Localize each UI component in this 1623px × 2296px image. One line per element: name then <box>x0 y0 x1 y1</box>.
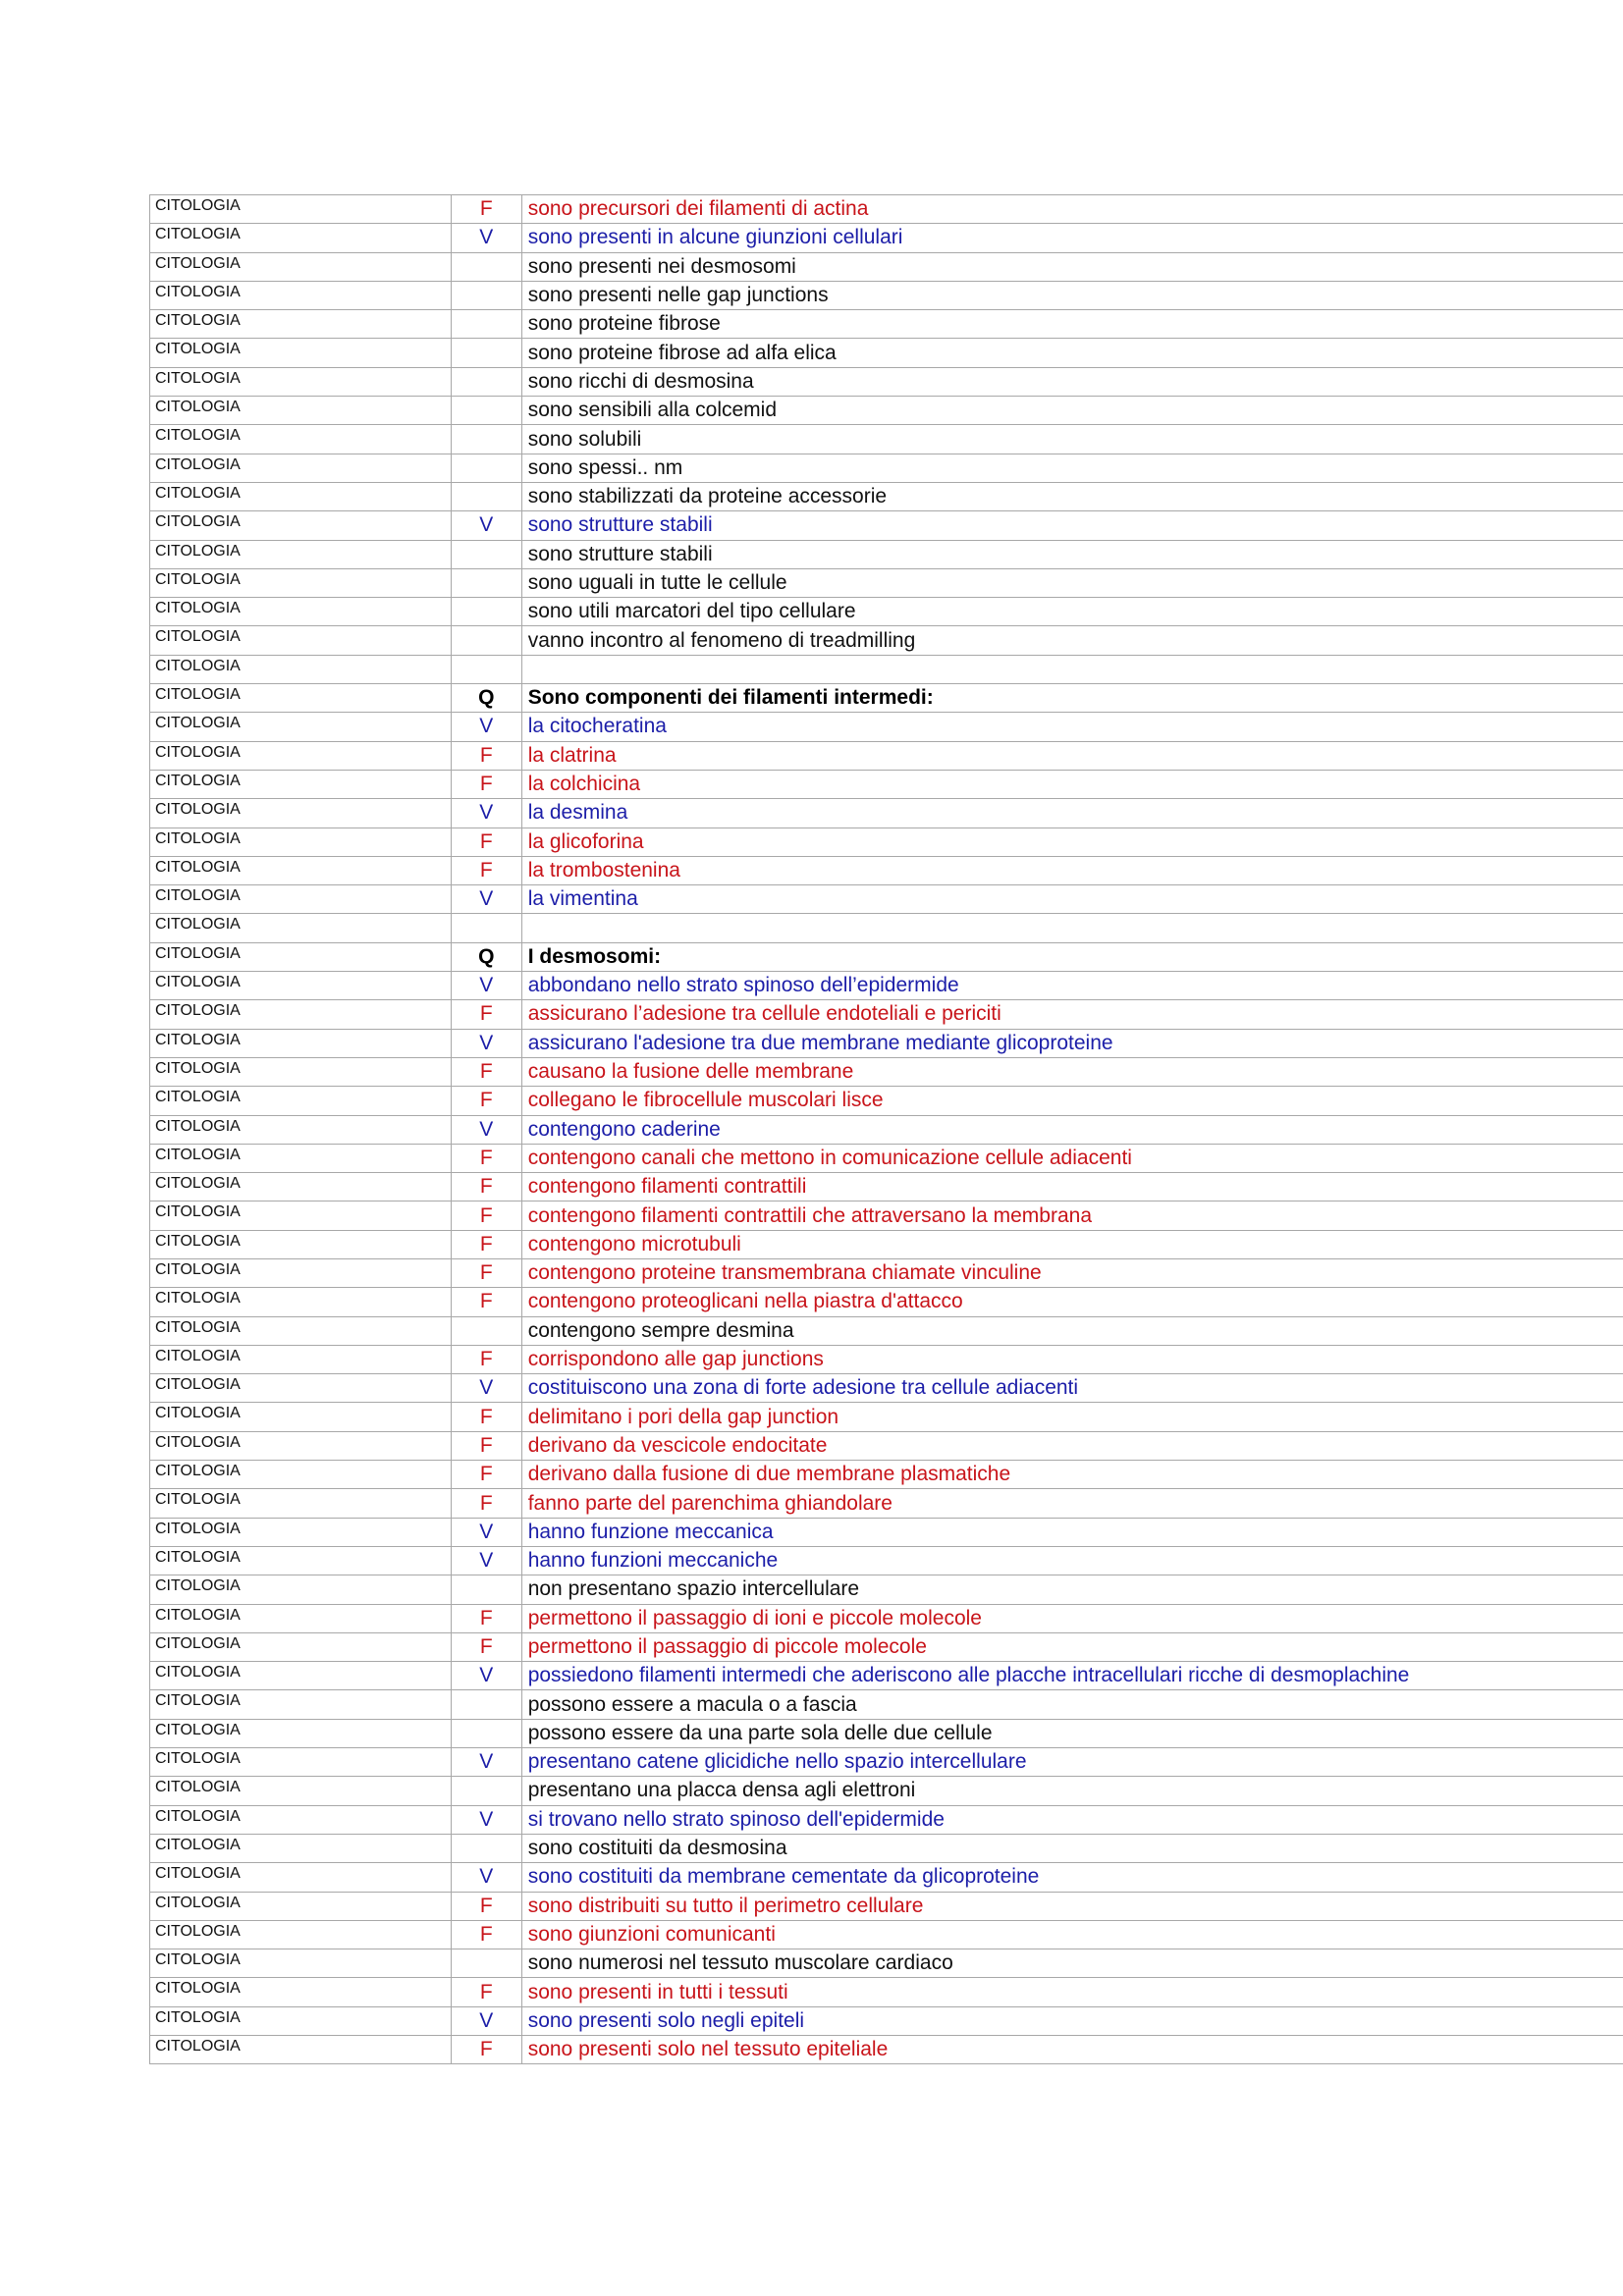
subject-cell: CITOLOGIA <box>150 195 452 224</box>
answer-mark-cell: F <box>451 856 521 884</box>
subject-cell: CITOLOGIA <box>150 1144 452 1172</box>
statement-cell: abbondano nello strato spinoso dell’epidermide <box>521 972 1623 1000</box>
statement-cell: delimitano i pori della gap junction <box>521 1403 1623 1431</box>
answer-mark-cell: V <box>451 1518 521 1546</box>
answer-mark-cell: V <box>451 1546 521 1575</box>
statement-cell: fanno parte del parenchima ghiandolare <box>521 1489 1623 1518</box>
answer-mark-cell <box>451 1834 521 1862</box>
statement-cell: sono distribuiti su tutto il perimetro cellulare <box>521 1892 1623 1920</box>
subject-cell: CITOLOGIA <box>150 310 452 339</box>
answer-mark-cell: F <box>451 1892 521 1920</box>
answer-mark-cell: F <box>451 770 521 798</box>
statement-cell: sono proteine fibrose ad alfa elica <box>521 339 1623 367</box>
statement-cell: sono precursori dei filamenti di actina <box>521 195 1623 224</box>
subject-cell: CITOLOGIA <box>150 339 452 367</box>
table-row <box>150 1173 1623 1201</box>
subject-cell: CITOLOGIA <box>150 1892 452 1920</box>
statement-cell: la glicoforina <box>521 828 1623 856</box>
table-row <box>150 626 1623 655</box>
statement-cell: contengono canali che mettono in comunicazione cellule adiacenti <box>521 1144 1623 1172</box>
statement-cell: non presentano spazio intercellulare <box>521 1575 1623 1604</box>
subject-cell: CITOLOGIA <box>150 1863 452 1892</box>
answer-mark-cell <box>451 339 521 367</box>
statement-cell <box>521 914 1623 942</box>
table-row <box>150 1949 1623 1978</box>
table-row <box>150 741 1623 770</box>
answer-mark-cell: F <box>451 1000 521 1029</box>
statement-cell: derivano da vescicole endocitate <box>521 1431 1623 1460</box>
answer-mark-cell: V <box>451 224 521 252</box>
table-row <box>150 367 1623 396</box>
subject-cell: CITOLOGIA <box>150 252 452 281</box>
statement-cell: sono sensibili alla colcemid <box>521 397 1623 425</box>
table-row <box>150 655 1623 683</box>
statement-cell: sono spessi.. nm <box>521 454 1623 482</box>
subject-cell: CITOLOGIA <box>150 972 452 1000</box>
subject-cell: CITOLOGIA <box>150 1461 452 1489</box>
subject-cell: CITOLOGIA <box>150 1805 452 1834</box>
answer-mark-cell: F <box>451 2036 521 2064</box>
subject-cell: CITOLOGIA <box>150 224 452 252</box>
statement-cell: presentano una placca densa agli elettroni <box>521 1777 1623 1805</box>
statement-cell: contengono sempre desmina <box>521 1316 1623 1345</box>
answer-mark-cell <box>451 482 521 510</box>
table-row <box>150 972 1623 1000</box>
table-row <box>150 1719 1623 1747</box>
table-row <box>150 799 1623 828</box>
statement-cell: sono presenti nelle gap junctions <box>521 281 1623 309</box>
answer-mark-cell <box>451 397 521 425</box>
answer-mark-cell: V <box>451 1374 521 1403</box>
subject-cell: CITOLOGIA <box>150 828 452 856</box>
answer-mark-cell: F <box>451 1604 521 1632</box>
subject-cell: CITOLOGIA <box>150 1719 452 1747</box>
subject-cell: CITOLOGIA <box>150 1575 452 1604</box>
answer-mark-cell: F <box>451 1431 521 1460</box>
subject-cell: CITOLOGIA <box>150 1431 452 1460</box>
table-row <box>150 1374 1623 1403</box>
table-row <box>150 856 1623 884</box>
statement-cell: la vimentina <box>521 885 1623 914</box>
statement-cell: sono numerosi nel tessuto muscolare cardiaco <box>521 1949 1623 1978</box>
subject-cell: CITOLOGIA <box>150 713 452 741</box>
subject-cell: CITOLOGIA <box>150 1777 452 1805</box>
answer-mark-cell: F <box>451 1057 521 1086</box>
subject-cell: CITOLOGIA <box>150 367 452 396</box>
table-row <box>150 598 1623 626</box>
subject-cell: CITOLOGIA <box>150 885 452 914</box>
statement-cell: derivano dalla fusione di due membrane plasmatiche <box>521 1461 1623 1489</box>
table-row <box>150 713 1623 741</box>
table-row <box>150 1087 1623 1115</box>
subject-cell: CITOLOGIA <box>150 397 452 425</box>
table-row <box>150 1115 1623 1144</box>
answer-mark-cell: Q <box>451 942 521 971</box>
quiz-table <box>149 194 1623 2064</box>
answer-mark-cell <box>451 252 521 281</box>
table-row <box>150 310 1623 339</box>
table-row <box>150 1978 1623 2006</box>
table-row <box>150 1662 1623 1690</box>
subject-cell: CITOLOGIA <box>150 1662 452 1690</box>
table-row <box>150 252 1623 281</box>
table-row <box>150 1461 1623 1489</box>
table-row <box>150 425 1623 454</box>
subject-cell: CITOLOGIA <box>150 799 452 828</box>
subject-cell: CITOLOGIA <box>150 1546 452 1575</box>
statement-cell: presentano catene glicidiche nello spazio intercellulare <box>521 1748 1623 1777</box>
statement-cell: possono essere da una parte sola delle due cellule <box>521 1719 1623 1747</box>
statement-cell: corrispondono alle gap junctions <box>521 1345 1623 1373</box>
table-row <box>150 1920 1623 1949</box>
subject-cell: CITOLOGIA <box>150 655 452 683</box>
subject-cell: CITOLOGIA <box>150 540 452 568</box>
table-row <box>150 281 1623 309</box>
subject-cell: CITOLOGIA <box>150 1288 452 1316</box>
statement-cell: sono presenti solo nel tessuto epiteliale <box>521 2036 1623 2064</box>
statement-cell: hanno funzioni meccaniche <box>521 1546 1623 1575</box>
subject-cell: CITOLOGIA <box>150 1000 452 1029</box>
subject-cell: CITOLOGIA <box>150 1230 452 1258</box>
answer-mark-cell <box>451 1777 521 1805</box>
answer-mark-cell: F <box>451 741 521 770</box>
table-row <box>150 2036 1623 2064</box>
table-row <box>150 195 1623 224</box>
answer-mark-cell: F <box>451 1489 521 1518</box>
statement-cell: sono ricchi di desmosina <box>521 367 1623 396</box>
subject-cell: CITOLOGIA <box>150 1258 452 1287</box>
table-row <box>150 224 1623 252</box>
subject-cell: CITOLOGIA <box>150 1403 452 1431</box>
answer-mark-cell: V <box>451 799 521 828</box>
table-row <box>150 1201 1623 1230</box>
answer-mark-cell <box>451 281 521 309</box>
answer-mark-cell: F <box>451 828 521 856</box>
subject-cell: CITOLOGIA <box>150 1057 452 1086</box>
table-row <box>150 1258 1623 1287</box>
statement-cell: permettono il passaggio di piccole molecole <box>521 1632 1623 1661</box>
subject-cell: CITOLOGIA <box>150 942 452 971</box>
statement-cell: la colchicina <box>521 770 1623 798</box>
table-row <box>150 914 1623 942</box>
statement-cell: sono proteine fibrose <box>521 310 1623 339</box>
table-row <box>150 1288 1623 1316</box>
answer-mark-cell: F <box>451 1173 521 1201</box>
table-row <box>150 828 1623 856</box>
table-row <box>150 1604 1623 1632</box>
table-row <box>150 1834 1623 1862</box>
table-row <box>150 511 1623 540</box>
subject-cell: CITOLOGIA <box>150 1978 452 2006</box>
answer-mark-cell: F <box>451 1632 521 1661</box>
subject-cell: CITOLOGIA <box>150 1345 452 1373</box>
answer-mark-cell: F <box>451 1201 521 1230</box>
answer-mark-cell: V <box>451 713 521 741</box>
statement-cell: sono costituiti da membrane cementate da glicoproteine <box>521 1863 1623 1892</box>
statement-cell: collegano le fibrocellule muscolari lisce <box>521 1087 1623 1115</box>
table-row <box>150 1863 1623 1892</box>
statement-cell: la trombostenina <box>521 856 1623 884</box>
table-row <box>150 482 1623 510</box>
table-row <box>150 1575 1623 1604</box>
subject-cell: CITOLOGIA <box>150 1087 452 1115</box>
table-row <box>150 1144 1623 1172</box>
statement-cell: sono presenti in tutti i tessuti <box>521 1978 1623 2006</box>
statement-cell: vanno incontro al fenomeno di treadmilling <box>521 626 1623 655</box>
statement-cell: contengono filamenti contrattili che attraversano la membrana <box>521 1201 1623 1230</box>
statement-cell: la desmina <box>521 799 1623 828</box>
table-row <box>150 684 1623 713</box>
table-row <box>150 2006 1623 2035</box>
subject-cell: CITOLOGIA <box>150 482 452 510</box>
statement-cell: sono presenti solo negli epiteli <box>521 2006 1623 2035</box>
answer-mark-cell <box>451 1949 521 1978</box>
subject-cell: CITOLOGIA <box>150 1632 452 1661</box>
subject-cell: CITOLOGIA <box>150 1201 452 1230</box>
subject-cell: CITOLOGIA <box>150 1949 452 1978</box>
table-row <box>150 1230 1623 1258</box>
answer-mark-cell: F <box>451 1144 521 1172</box>
answer-mark-cell: Q <box>451 684 521 713</box>
subject-cell: CITOLOGIA <box>150 281 452 309</box>
statement-cell: sono strutture stabili <box>521 540 1623 568</box>
answer-mark-cell: V <box>451 1805 521 1834</box>
subject-cell: CITOLOGIA <box>150 741 452 770</box>
table-row <box>150 1805 1623 1834</box>
table-row <box>150 454 1623 482</box>
answer-mark-cell: V <box>451 885 521 914</box>
statement-cell: sono costituiti da desmosina <box>521 1834 1623 1862</box>
subject-cell: CITOLOGIA <box>150 1029 452 1057</box>
table-row <box>150 1057 1623 1086</box>
statement-cell: causano la fusione delle membrane <box>521 1057 1623 1086</box>
table-row <box>150 1029 1623 1057</box>
subject-cell: CITOLOGIA <box>150 1173 452 1201</box>
statement-cell: si trovano nello strato spinoso dell'epidermide <box>521 1805 1623 1834</box>
answer-mark-cell: F <box>451 1087 521 1115</box>
subject-cell: CITOLOGIA <box>150 454 452 482</box>
table-row <box>150 1489 1623 1518</box>
statement-cell: assicurano l'adesione tra due membrane mediante glicoproteine <box>521 1029 1623 1057</box>
subject-cell: CITOLOGIA <box>150 1748 452 1777</box>
answer-mark-cell: V <box>451 1662 521 1690</box>
answer-mark-cell <box>451 1690 521 1719</box>
table-row <box>150 1345 1623 1373</box>
table-row <box>150 1690 1623 1719</box>
statement-cell: assicurano l’adesione tra cellule endoteliali e periciti <box>521 1000 1623 1029</box>
subject-cell: CITOLOGIA <box>150 1518 452 1546</box>
subject-cell: CITOLOGIA <box>150 1316 452 1345</box>
table-row <box>150 339 1623 367</box>
answer-mark-cell: F <box>451 1345 521 1373</box>
statement-cell: hanno funzione meccanica <box>521 1518 1623 1546</box>
statement-cell: contengono filamenti contrattili <box>521 1173 1623 1201</box>
subject-cell: CITOLOGIA <box>150 1920 452 1949</box>
answer-mark-cell: F <box>451 1230 521 1258</box>
table-row <box>150 1632 1623 1661</box>
statement-cell: sono utili marcatori del tipo cellulare <box>521 598 1623 626</box>
answer-mark-cell: F <box>451 1920 521 1949</box>
question-cell: Sono componenti dei filamenti intermedi: <box>521 684 1623 713</box>
statement-cell: possono essere a macula o a fascia <box>521 1690 1623 1719</box>
statement-cell: possiedono filamenti intermedi che aderiscono alle placche intracellulari ricche di desmoplachine <box>521 1662 1623 1690</box>
table-row <box>150 1518 1623 1546</box>
answer-mark-cell <box>451 626 521 655</box>
subject-cell: CITOLOGIA <box>150 856 452 884</box>
answer-mark-cell <box>451 1575 521 1604</box>
table-row <box>150 568 1623 597</box>
table-row <box>150 1431 1623 1460</box>
statement-cell: contengono caderine <box>521 1115 1623 1144</box>
answer-mark-cell: V <box>451 1115 521 1144</box>
statement-cell: contengono proteoglicani nella piastra d'attacco <box>521 1288 1623 1316</box>
answer-mark-cell: F <box>451 1461 521 1489</box>
subject-cell: CITOLOGIA <box>150 914 452 942</box>
table-row <box>150 1403 1623 1431</box>
answer-mark-cell <box>451 655 521 683</box>
table-row <box>150 1316 1623 1345</box>
statement-cell <box>521 655 1623 683</box>
subject-cell: CITOLOGIA <box>150 511 452 540</box>
subject-cell: CITOLOGIA <box>150 626 452 655</box>
answer-mark-cell <box>451 310 521 339</box>
answer-mark-cell: F <box>451 1288 521 1316</box>
table-row <box>150 397 1623 425</box>
subject-cell: CITOLOGIA <box>150 2036 452 2064</box>
table-row <box>150 942 1623 971</box>
answer-mark-cell: F <box>451 195 521 224</box>
answer-mark-cell <box>451 454 521 482</box>
answer-mark-cell: V <box>451 1748 521 1777</box>
subject-cell: CITOLOGIA <box>150 1690 452 1719</box>
answer-mark-cell <box>451 425 521 454</box>
statement-cell: sono giunzioni comunicanti <box>521 1920 1623 1949</box>
subject-cell: CITOLOGIA <box>150 1834 452 1862</box>
subject-cell: CITOLOGIA <box>150 1489 452 1518</box>
subject-cell: CITOLOGIA <box>150 598 452 626</box>
table-row <box>150 1892 1623 1920</box>
table-row <box>150 1777 1623 1805</box>
subject-cell: CITOLOGIA <box>150 2006 452 2035</box>
quiz-table-body <box>150 195 1623 2064</box>
answer-mark-cell <box>451 540 521 568</box>
table-row <box>150 1546 1623 1575</box>
answer-mark-cell: F <box>451 1403 521 1431</box>
subject-cell: CITOLOGIA <box>150 425 452 454</box>
statement-cell: sono solubili <box>521 425 1623 454</box>
answer-mark-cell: V <box>451 1029 521 1057</box>
answer-mark-cell: V <box>451 511 521 540</box>
answer-mark-cell <box>451 598 521 626</box>
answer-mark-cell <box>451 568 521 597</box>
question-cell: I desmosomi: <box>521 942 1623 971</box>
statement-cell: sono presenti in alcune giunzioni cellulari <box>521 224 1623 252</box>
statement-cell: permettono il passaggio di ioni e piccole molecole <box>521 1604 1623 1632</box>
answer-mark-cell: F <box>451 1978 521 2006</box>
answer-mark-cell <box>451 1316 521 1345</box>
subject-cell: CITOLOGIA <box>150 1374 452 1403</box>
statement-cell: sono presenti nei desmosomi <box>521 252 1623 281</box>
answer-mark-cell: V <box>451 972 521 1000</box>
statement-cell: la citocheratina <box>521 713 1623 741</box>
subject-cell: CITOLOGIA <box>150 770 452 798</box>
statement-cell: sono uguali in tutte le cellule <box>521 568 1623 597</box>
table-row <box>150 885 1623 914</box>
table-row <box>150 1748 1623 1777</box>
statement-cell: sono stabilizzati da proteine accessorie <box>521 482 1623 510</box>
table-row <box>150 540 1623 568</box>
answer-mark-cell: V <box>451 2006 521 2035</box>
subject-cell: CITOLOGIA <box>150 568 452 597</box>
table-row <box>150 770 1623 798</box>
answer-mark-cell <box>451 1719 521 1747</box>
answer-mark-cell <box>451 914 521 942</box>
answer-mark-cell <box>451 367 521 396</box>
subject-cell: CITOLOGIA <box>150 684 452 713</box>
subject-cell: CITOLOGIA <box>150 1604 452 1632</box>
subject-cell: CITOLOGIA <box>150 1115 452 1144</box>
statement-cell: la clatrina <box>521 741 1623 770</box>
answer-mark-cell: F <box>451 1258 521 1287</box>
statement-cell: contengono proteine transmembrana chiamate vinculine <box>521 1258 1623 1287</box>
statement-cell: contengono microtubuli <box>521 1230 1623 1258</box>
table-row <box>150 1000 1623 1029</box>
statement-cell: sono strutture stabili <box>521 511 1623 540</box>
answer-mark-cell: V <box>451 1863 521 1892</box>
statement-cell: costituiscono una zona di forte adesione tra cellule adiacenti <box>521 1374 1623 1403</box>
